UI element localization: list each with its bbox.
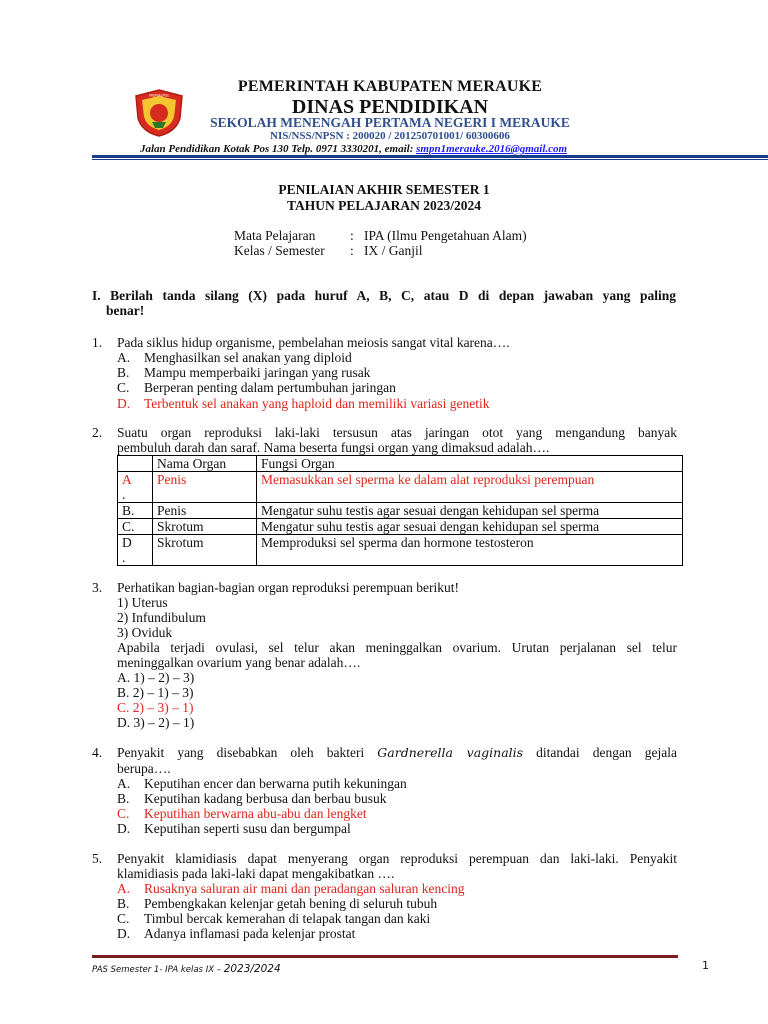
option-text: Rusaknya saluran air mani dan peradangan saluran kencing	[144, 881, 465, 896]
header-rule-thick	[92, 155, 768, 158]
option-letter: A.	[117, 776, 131, 791]
option-d[interactable]: D. 3) – 2) – 1)	[117, 715, 195, 730]
option-text: Adanya inflamasi pada kelenjar prostat	[144, 926, 356, 941]
question-number: 3.	[92, 580, 103, 595]
option-letter: A.	[117, 350, 131, 365]
question-text-line-1	[117, 745, 677, 760]
logo-label: MERAUKE	[149, 92, 169, 98]
row-letter-text: A	[122, 472, 132, 487]
organ-table	[117, 455, 683, 566]
row-function: Mengatur suhu testis agar sesuai dengan kehidupan sel sperma	[257, 519, 683, 535]
table-row[interactable]	[118, 535, 683, 566]
row-function: Memproduksi sel sperma dan hormone testosteron	[257, 535, 683, 566]
table-header-cell: Fungsi Organ	[257, 456, 683, 472]
option-letter: C.	[117, 911, 130, 926]
option-b[interactable]	[117, 896, 437, 911]
question-number: 1.	[92, 335, 103, 350]
question-text-line-2: meninggalkan ovarium yang benar adalah….	[117, 655, 361, 670]
option-text: Keputihan seperti susu dan bergumpal	[144, 821, 351, 836]
option-c-answer[interactable]: C. 2) – 3) – 1)	[117, 700, 194, 715]
meta-class-value: IX / Ganjil	[364, 243, 423, 258]
exam-title: PENILAIAN AKHIR SEMESTER 1	[278, 182, 490, 197]
option-letter: C.	[117, 806, 130, 821]
list-item: 2) Infundibulum	[117, 610, 206, 625]
option-letter: B.	[117, 365, 130, 380]
footer-label: PAS Semester 1- IPA kelas IX –	[92, 965, 224, 975]
footer-year: 2023/2024	[223, 963, 281, 975]
option-text: Mampu memperbaiki jaringan yang rusak	[144, 365, 371, 380]
question-text-line-1: Suatu organ reproduksi laki-laki tersusun atas jaringan otot yang mengandung banyak	[117, 425, 677, 440]
option-letter: D.	[117, 821, 131, 836]
option-b[interactable]	[117, 791, 387, 806]
page-number: 1	[702, 959, 709, 972]
option-c[interactable]	[117, 911, 430, 926]
option-d-answer[interactable]	[117, 396, 489, 411]
option-letter: B.	[117, 791, 130, 806]
option-letter: D.	[117, 926, 131, 941]
option-c-answer[interactable]	[117, 806, 367, 821]
table-row-answer[interactable]	[118, 472, 683, 503]
option-text: Terbentuk sel anakan yang haploid dan memiliki variasi genetik	[144, 396, 490, 411]
table-header-cell	[118, 456, 153, 472]
row-letter-text: D	[122, 535, 132, 550]
option-text: Berperan penting dalam pertumbuhan jaringan	[144, 380, 396, 395]
option-b[interactable]	[117, 365, 370, 380]
question-text-line-2: pembuluh darah dan saraf. Nama beserta fungsi organ yang dimaksud adalah….	[117, 440, 550, 455]
option-text: Keputihan kadang berbusa dan berbau busuk	[144, 791, 387, 806]
header-department: DINAS PENDIDIKAN	[291, 96, 489, 118]
option-a[interactable]	[117, 776, 407, 791]
row-letter: B.	[118, 503, 153, 519]
meta-subject	[234, 228, 527, 244]
question-text: Pada siklus hidup organisme, pembelahan meiosis sangat vital karena….	[117, 335, 510, 350]
meta-class	[234, 243, 423, 259]
row-letter	[118, 535, 153, 566]
option-letter: B.	[117, 896, 130, 911]
option-text: Keputihan berwarna abu-abu dan lengket	[144, 806, 367, 821]
row-organ: Penis	[153, 503, 257, 519]
row-function: Mengatur suhu testis agar sesuai dengan kehidupan sel sperma	[257, 503, 683, 519]
option-a-answer[interactable]	[117, 881, 465, 896]
list-item: 3) Oviduk	[117, 625, 173, 640]
bacteria-name: Gardnerella vaginalis	[377, 745, 524, 760]
meta-colon: :	[350, 228, 354, 243]
text-part: Penyakit yang disebabkan oleh bakteri	[117, 745, 378, 760]
exam-year: TAHUN PELAJARAN 2023/2024	[286, 198, 481, 213]
header-school-name: SEKOLAH MENENGAH PERTAMA NEGERI I MERAUKE	[210, 115, 570, 130]
question-number: 2.	[92, 425, 103, 440]
row-function: Memasukkan sel sperma ke dalam alat reproduksi perempuan	[257, 472, 683, 503]
option-letter: D.	[117, 396, 131, 411]
row-organ: Penis	[153, 472, 257, 503]
question-text-line-1: Apabila terjadi ovulasi, sel telur akan meninggalkan ovarium. Urutan perjalanan sel telur	[117, 640, 677, 655]
meta-subject-label: Mata Pelajaran	[234, 228, 316, 243]
option-a[interactable]: A. 1) – 2) – 3)	[117, 670, 195, 685]
instruction-line-2: benar!	[106, 303, 145, 318]
question-text-line-2: berupa….	[117, 761, 171, 776]
text-part: ditandai dengan gejala	[523, 745, 677, 760]
table-row[interactable]	[118, 503, 683, 519]
header-school-ids: NIS/NSS/NPSN : 200020 / 201250701001/ 60300606	[270, 130, 510, 142]
option-d[interactable]	[117, 821, 351, 836]
option-text: Timbul bercak kemerahan di telapak tangan dan kaki	[144, 911, 431, 926]
option-text: Pembengkakan kelenjar getah bening di seluruh tubuh	[144, 896, 438, 911]
option-text: Menghasilkan sel anakan yang diploid	[144, 350, 352, 365]
option-text: Keputihan encer dan berwarna putih kekuningan	[144, 776, 407, 791]
meta-class-label: Kelas / Semester	[234, 243, 325, 258]
question-number: 5.	[92, 851, 103, 866]
option-c[interactable]	[117, 380, 396, 395]
question-text-line-1: Penyakit klamidiasis dapat menyerang organ reproduksi perempuan dan laki-laki. Penyakit	[117, 851, 677, 866]
header-rule-thin	[92, 159, 768, 160]
row-letter	[118, 472, 153, 503]
table-row[interactable]	[118, 519, 683, 535]
email-link[interactable]: smpn1merauke.2016@gmail.com	[416, 143, 568, 155]
option-a[interactable]	[117, 350, 352, 365]
question-number: 4.	[92, 745, 103, 760]
option-b[interactable]: B. 2) – 1) – 3)	[117, 685, 194, 700]
row-letter-dot: .	[122, 550, 126, 565]
option-letter: C.	[117, 380, 130, 395]
table-header-cell: Nama Organ	[153, 456, 257, 472]
row-letter-dot: .	[122, 487, 126, 502]
row-organ: Skrotum	[153, 519, 257, 535]
footer-text	[92, 963, 281, 975]
question-text-line-2: klamidiasis pada laki-laki dapat mengakibatkan ….	[117, 866, 395, 881]
table-header-row	[118, 456, 683, 472]
list-item: 1) Uterus	[117, 595, 168, 610]
header-government: PEMERINTAH KABUPATEN MERAUKE	[237, 78, 543, 95]
option-d[interactable]	[117, 926, 355, 941]
header-address	[140, 143, 567, 155]
instruction-line-1: I. Berilah tanda silang (X) pada huruf A, B, C, atau D di depan jawaban yang paling	[92, 288, 676, 303]
option-letter: A.	[117, 881, 131, 896]
footer-rule	[92, 955, 678, 958]
meta-subject-value: IPA (Ilmu Pengetahuan Alam)	[364, 228, 527, 243]
address-text: Jalan Pendidikan Kotak Pos 130 Telp. 0971 3330201, email:	[140, 143, 417, 155]
question-text: Perhatikan bagian-bagian organ reproduksi perempuan berikut!	[117, 580, 460, 595]
meta-colon: :	[350, 243, 354, 258]
row-letter: C.	[118, 519, 153, 535]
row-organ: Skrotum	[153, 535, 257, 566]
